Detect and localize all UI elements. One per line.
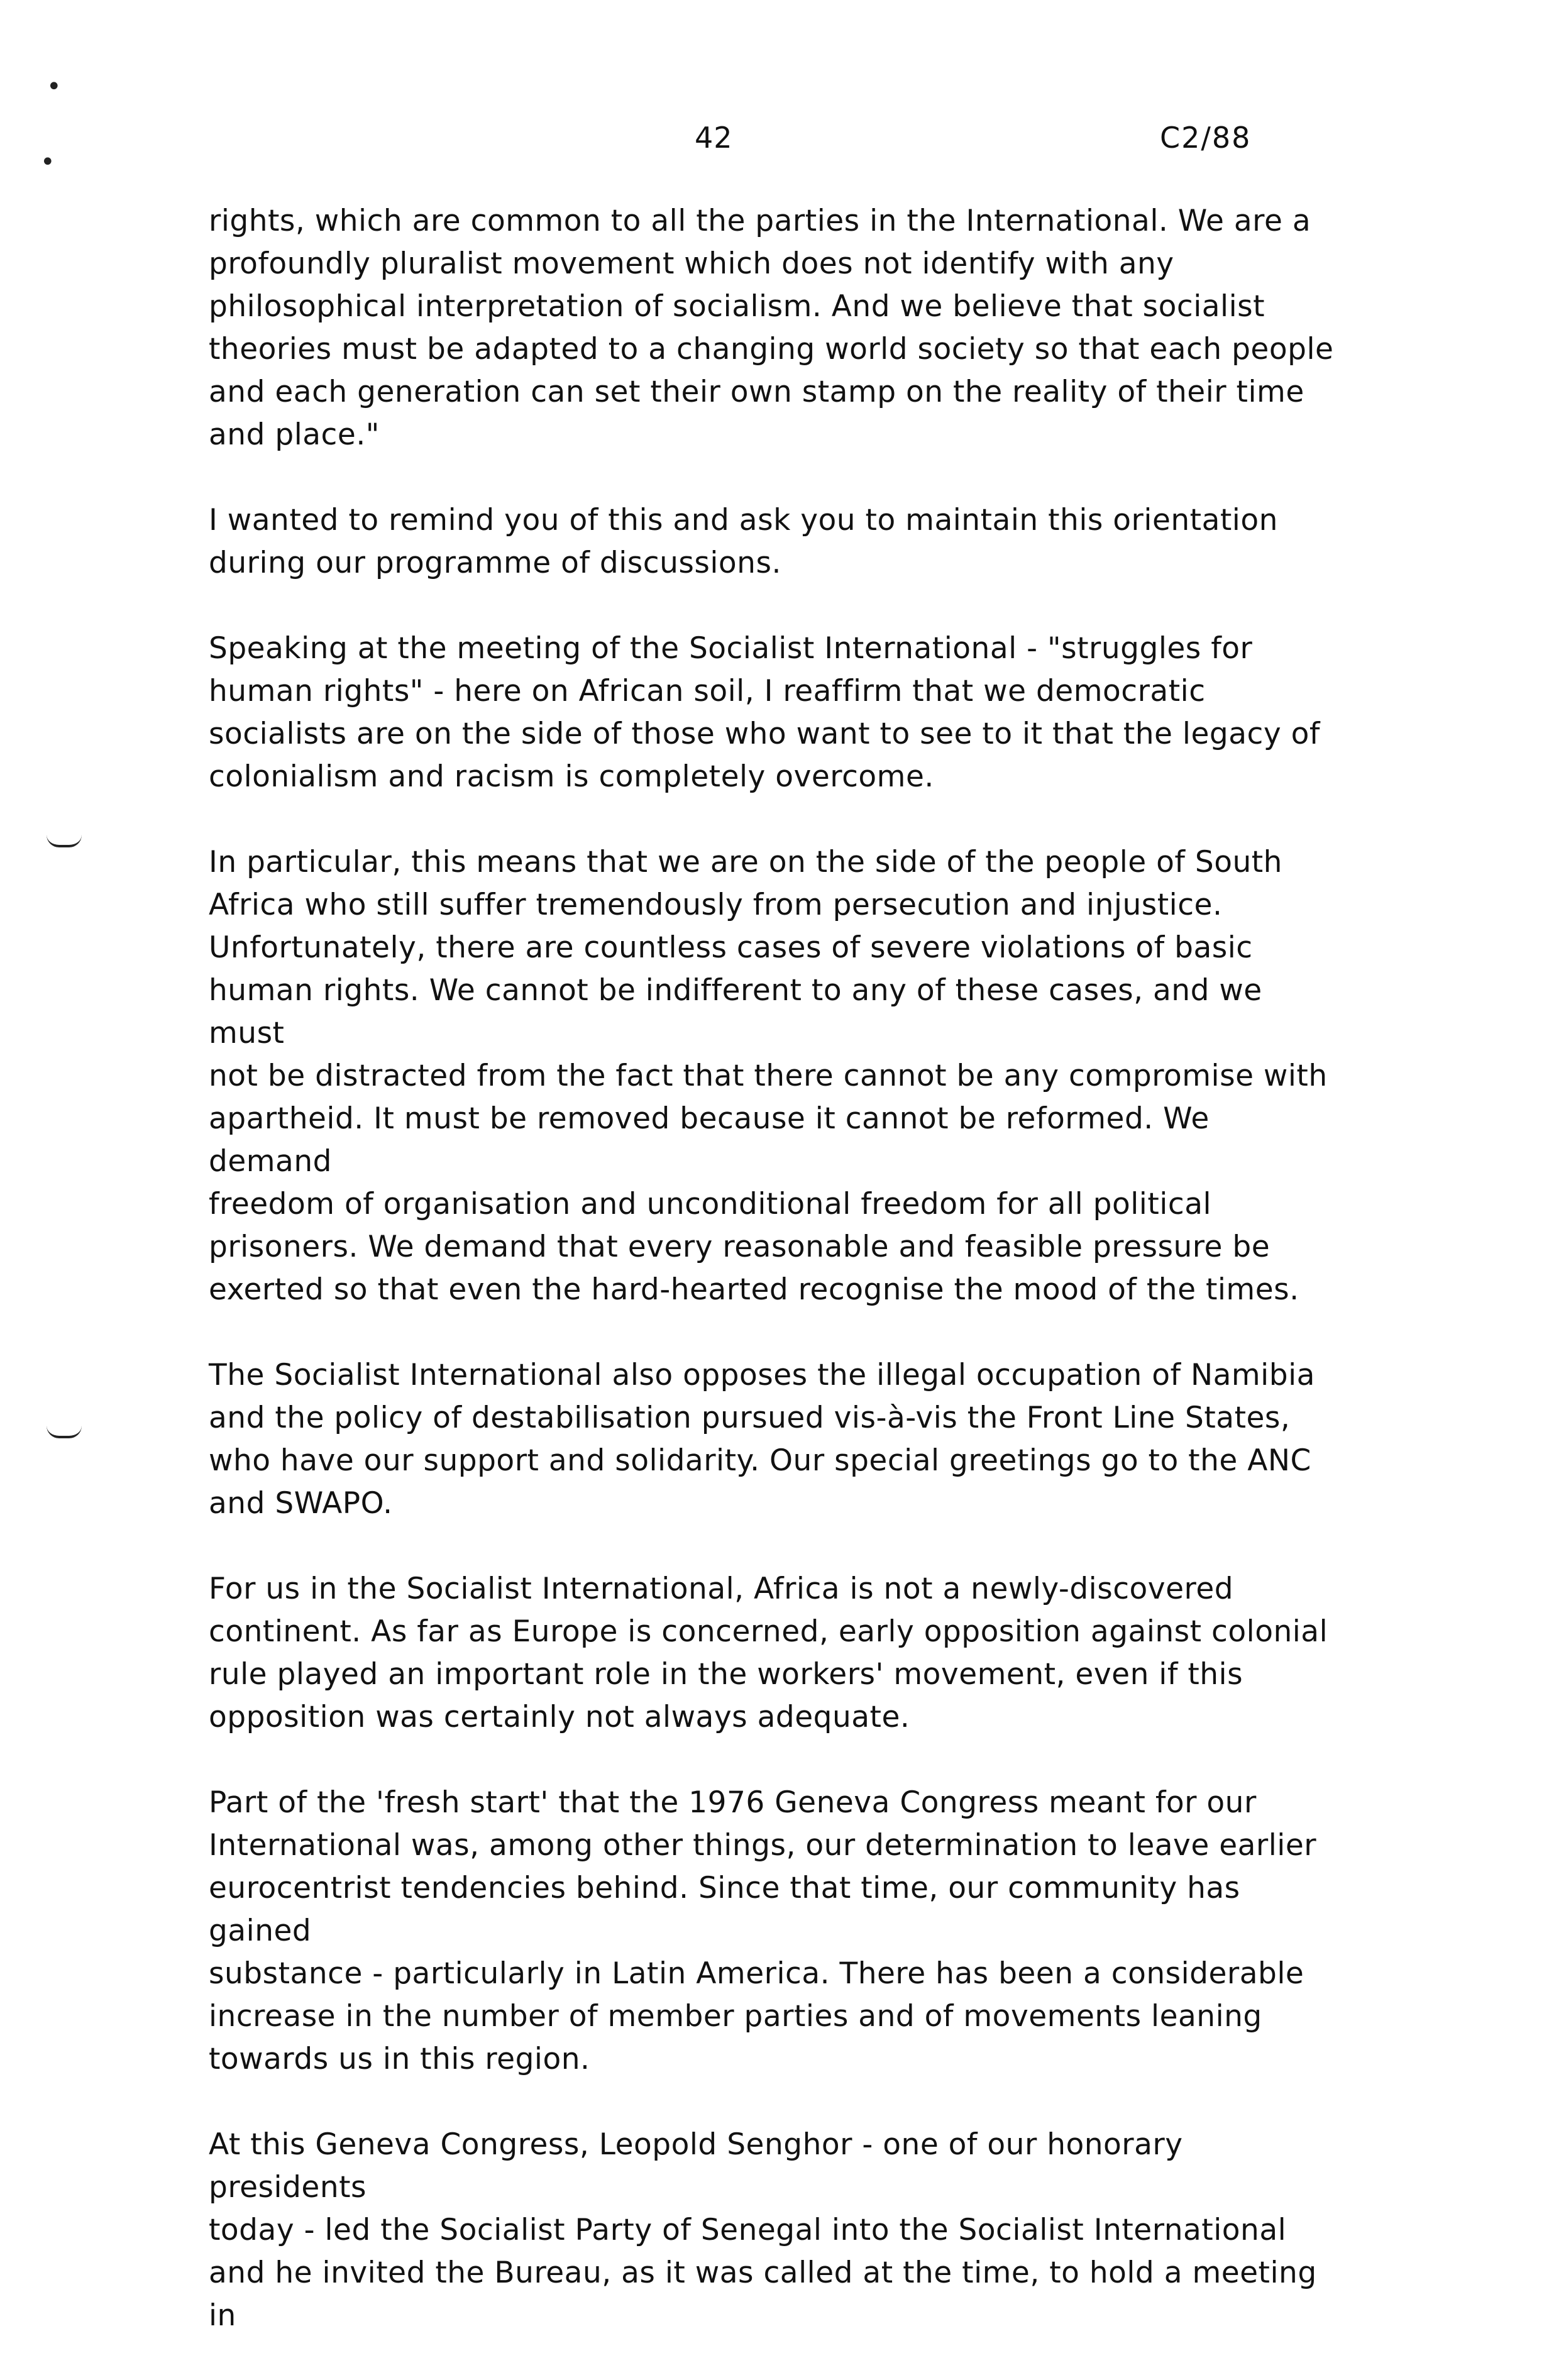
scan-speck-mark: • <box>47 72 62 101</box>
paragraph: In particular, this means that we are on the side of the people of South Africa who still suffer tremendously from persecution and injustice. Unfortunately, there are countless cases of severe violations of basic human rights. We cannot be indifferent to any of these cases, and we must not be distracted from the fact that there cannot be any compromise with apartheid. It must be removed because it cannot be reformed. We demand freedom of organisation and unconditional freedom for all political prisoners. We demand that every reasonable and feasible pressure be exerted so that even the hard-hearted recognise the mood of the times. <box>209 845 1328 1307</box>
paragraph: I wanted to remind you of this and ask you to maintain this orientation during our programme of discussions. <box>209 503 1278 580</box>
paragraph: Part of the 'fresh start' that the 1976 Geneva Congress meant for our International was, among other things, our determination to leave earlier eurocentrist tendencies behind. Since that time, our community has gained substance - particularly in Latin America. There has been a considerable increase in the number of member parties and of movements leaning towards us in this region. <box>209 1785 1317 2076</box>
paragraph: rights, which are common to all the parties in the International. We are a profoundly pluralist movement which does not identify with any philosophical interpretation of socialism. And we believe that socialist theories must be adapted to a changing world society so that each people and each generation can set their own stamp on the reality of their time and place." <box>209 204 1334 452</box>
paragraph: Speaking at the meeting of the Socialist International - "struggles for human rights" - here on African soil, I reaffirm that we democratic socialists are on the side of those who want to see to it that the legacy of colonialism and racism is completely overcome. <box>209 631 1320 794</box>
document-reference: C2/88 <box>1160 121 1252 155</box>
punch-hole-mark <box>47 835 82 847</box>
paragraph: For us in the Socialist International, Africa is not a newly-discovered continent. As far as Europe is concerned, early opposition against colonial rule played an important role in the workers' movement, even if this opposition was certainly not always adequate. <box>209 1572 1328 1734</box>
paragraph: At this Geneva Congress, Leopold Senghor - one of our honorary presidents today - led the Socialist Party of Senegal into the Socialist International and he invited the Bureau, as it was called at the time, to hold a meeting in <box>209 2127 1317 2333</box>
punch-hole-mark <box>47 1426 82 1438</box>
paragraph: The Socialist International also opposes the illegal occupation of Namibia and the policy of destabilisation pursued vis-à-vis the Front Line States, who have our support and solidarity. Our special greetings go to the ANC and SWAPO. <box>209 1358 1315 1521</box>
document-body <box>209 200 1340 2380</box>
page-number: 42 <box>695 121 733 155</box>
scan-speck-mark: • <box>40 148 55 177</box>
